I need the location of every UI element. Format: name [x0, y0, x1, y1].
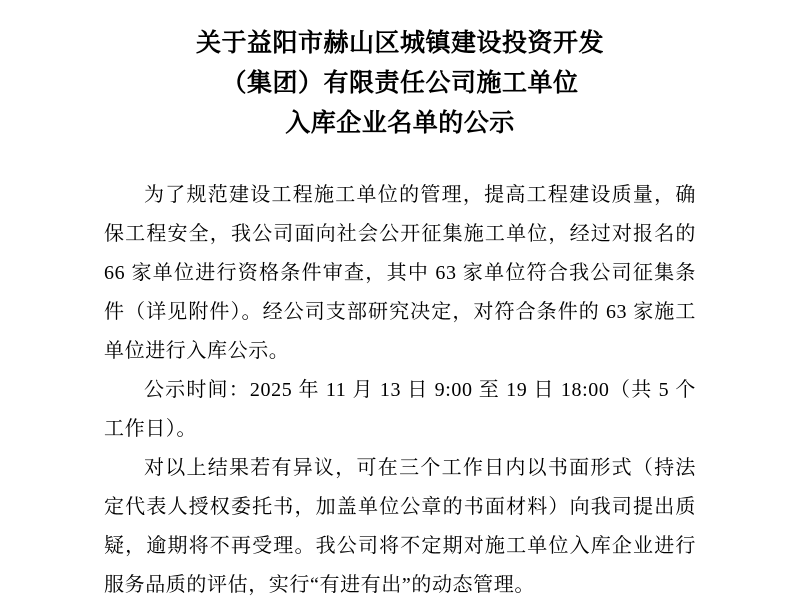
paragraph-3: 对以上结果若有异议，可在三个工作日内以书面形式（持法定代表人授权委托书，加盖单位公章的书面材料）向我司提出质疑，逾期将不再受理。我公司将不定期对施工单位入库企业进行服务品质的评估，实行“有进有出”的动态管理。	[104, 457, 696, 596]
page-title	[104, 18, 696, 144]
title-line-1: 关于益阳市赫山区城镇建设投资开发	[195, 30, 604, 57]
paragraph-2: 公示时间：2025 年 11 月 13 日 9:00 至 19 日 18:00（共 5 个工作日）。	[104, 379, 696, 440]
title-line-2: （集团）有限责任公司施工单位	[221, 70, 579, 97]
document-body	[104, 176, 696, 605]
paragraph-1: 为了规范建设工程施工单位的管理，提高工程建设质量，确保工程安全，我公司面向社会公开征集施工单位，经过对报名的 66 家单位进行资格条件审查，其中 63 家单位符合我公司征集条件（详见附件）。经公司支部研究决定，对符合条件的 63 家施工单位进行入库公示。	[104, 184, 696, 362]
title-line-3: 入库企业名单的公示	[285, 110, 515, 137]
